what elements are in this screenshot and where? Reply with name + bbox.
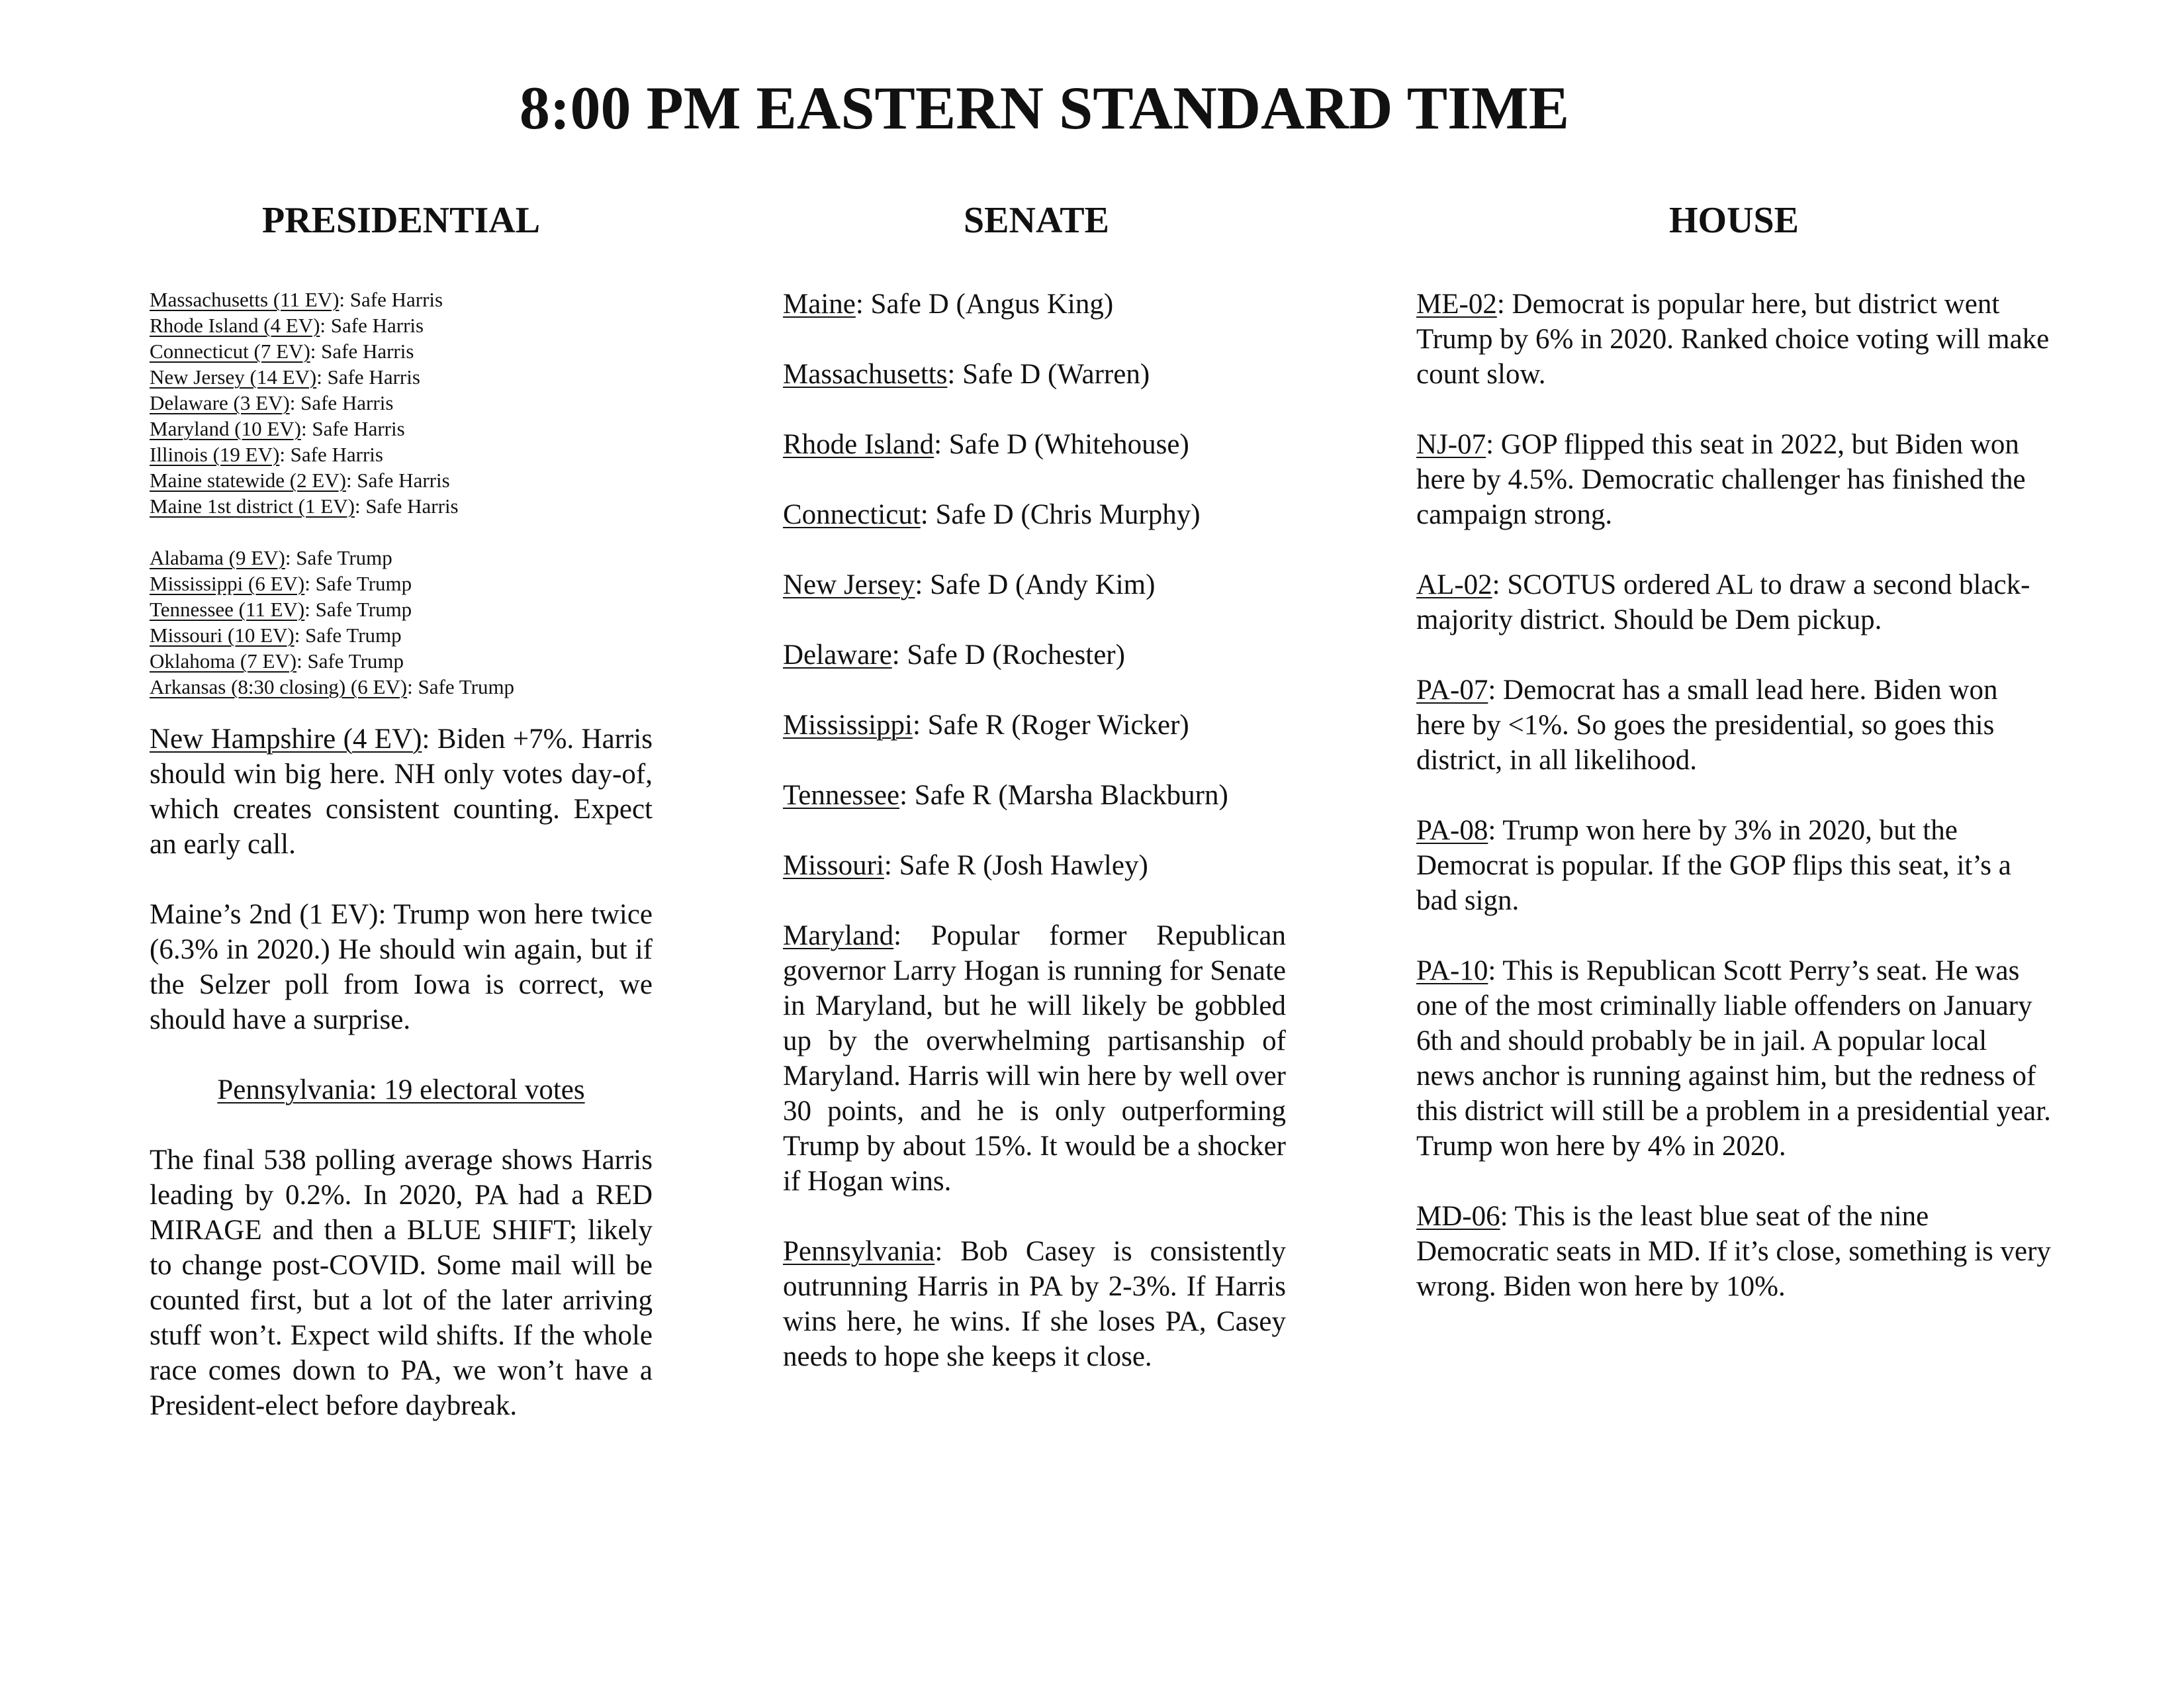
state-name: Arkansas (8:30 closing) (6 EV) [150,675,408,698]
rating: : Safe Harris [289,391,394,414]
senate-race [783,918,1286,1199]
race-text: : Safe D (Chris Murphy) [920,499,1201,530]
state-name: Delaware (3 EV) [150,391,290,414]
race-text: : Democrat has a small lead here. Biden won here by <1%. So goes the presidential, so goes this district, in all likelihood. [1416,675,1998,776]
race-text: : Safe D (Andy Kim) [915,569,1156,600]
race-text: : This is the least blue seat of the nine Democratic seats in MD. If it’s close, something is very wrong. Biden won here by 10%. [1416,1201,2051,1302]
safe-harris-list [150,287,653,519]
house-race [1416,567,2052,637]
list-item [150,416,653,442]
district-name: AL-02 [1416,569,1492,600]
state-name: Connecticut (7 EV) [150,340,310,363]
race-text: : Safe D (Whitehouse) [934,429,1189,460]
senate-race [783,778,1286,813]
rating: : Safe Harris [345,469,450,492]
race-text: : This is Republican Scott Perry’s seat. He was one of the most criminally liable offenders on January 6th and should probably be in jail. A popular local news anchor is running against him, but the redness of this district will still be a problem in a presidential year. Trump won here by 4% in 2020. [1416,955,2051,1162]
paragraph-text: : Biden +7%. Harris should win big here. NH only votes day-of, which creates consistent counting. Expect an early call. [150,724,653,860]
race-text: : Safe R (Marsha Blackburn) [899,780,1228,811]
rating: : Safe Harris [354,494,459,518]
race-text: : SCOTUS ordered AL to draw a second black-majority district. Should be Dem pickup. [1416,569,2030,635]
race-text: : GOP flipped this seat in 2022, but Biden won here by 4.5%. Democratic challenger has finished the campaign strong. [1416,429,2026,530]
list-item [150,312,653,338]
state-name: Alabama (9 EV) [150,546,285,569]
state-name: New Jersey [783,569,915,600]
senate-race [783,427,1286,462]
race-text: : Safe D (Angus King) [855,289,1114,320]
state-name: Missouri (10 EV) [150,624,295,647]
state-name: Rhode Island (4 EV) [150,314,320,337]
state-name: Rhode Island [783,429,934,460]
presidential-heading: PRESIDENTIAL [261,200,541,241]
rating: : Safe Harris [301,417,405,440]
state-name: Massachusetts (11 EV) [150,288,340,311]
pennsylvania-paragraph: The final 538 polling average shows Harris leading by 0.2%. In 2020, PA had a RED MIRAGE and then a BLUE SHIFT; likely to change post-COVID. Some mail will be counted first, but a lot of the later arriving stuff won’t. Expect wild shifts. If the whole race comes down to PA, we won’t have a President-elect before daybreak. [150,1145,653,1421]
rating: : Safe Harris [320,314,424,337]
subheading-text: Pennsylvania: 19 electoral votes [217,1074,585,1105]
rating: : Safe Trump [294,624,402,647]
safe-trump-list [150,545,653,700]
race-text: : Trump won here by 3% in 2020, but the Democrat is popular. If the GOP flips this seat, it’s a bad sign. [1416,815,2011,916]
state-name: Oklahoma (7 EV) [150,649,297,673]
senate-race [783,637,1286,673]
senate-column [783,287,1286,1374]
list-item [150,622,653,648]
state-name: Delaware [783,639,892,671]
rating: : Safe Harris [339,288,443,311]
race-text: : Safe R (Roger Wicker) [912,710,1189,741]
senate-race [783,287,1286,322]
rating: : Safe Harris [279,443,383,466]
district-name: PA-08 [1416,815,1488,846]
state-name: New Hampshire (4 EV) [150,724,422,755]
list-item [150,493,653,519]
district-name: ME-02 [1416,289,1497,320]
race-text: : Popular former Republican governor Larry Hogan is running for Senate in Maryland, but he will likely be gobbled up by the overwhelming partisanship of Maryland. Harris will win here by well over 30 points, and he is only outperforming Trump by about 15%. It would be a shocker if Hogan wins. [783,920,1286,1197]
state-name: Tennessee (11 EV) [150,598,305,621]
district-name: MD-06 [1416,1201,1500,1232]
list-item [150,674,653,700]
state-name: Illinois (19 EV) [150,443,280,466]
state-name: Missouri [783,850,884,881]
new-hampshire-paragraph [150,722,653,862]
house-column [1416,287,2052,1304]
state-name: Maine statewide (2 EV) [150,469,346,492]
house-race [1416,813,2052,918]
district-name: PA-10 [1416,955,1488,986]
list-item [150,338,653,364]
house-race [1416,427,2052,532]
race-text: : Safe R (Josh Hawley) [884,850,1148,881]
presidential-column [150,287,653,1423]
list-item [150,287,653,312]
race-text: : Bob Casey is consistently outrunning Harris in PA by 2-3%. If Harris wins here, he wins. If she loses PA, Casey needs to hope she keeps it close. [783,1236,1286,1372]
house-race [1416,1199,2052,1304]
house-heading: HOUSE [1668,200,1799,241]
senate-race [783,497,1286,532]
list-item [150,390,653,416]
senate-heading: SENATE [964,200,1109,241]
state-name: Maine [783,289,856,320]
race-text: : Safe D (Warren) [947,359,1150,390]
senate-race [783,848,1286,883]
senate-race [783,567,1286,602]
house-race [1416,953,2052,1164]
state-name: Mississippi (6 EV) [150,572,305,595]
list-item [150,545,653,571]
maine-2nd-paragraph: Maine’s 2nd (1 EV): Trump won here twice (6.3% in 2020.) He should win again, but if the Selzer poll from Iowa is correct, we should have a surprise. [150,899,653,1035]
state-name: Tennessee [783,780,900,811]
senate-race [783,1234,1286,1374]
state-name: Pennsylvania [783,1236,935,1267]
district-name: PA-07 [1416,675,1488,706]
state-name: Maryland (10 EV) [150,417,301,440]
pennsylvania-subheading [150,1072,653,1107]
list-item [150,364,653,390]
rating: : Safe Trump [407,675,515,698]
senate-race [783,357,1286,392]
district-name: NJ-07 [1416,429,1486,460]
race-text: : Democrat is popular here, but district went Trump by 6% in 2020. Ranked choice voting will make count slow. [1416,289,2050,390]
list-item [150,442,653,467]
house-race [1416,673,2052,778]
state-name: Maine 1st district (1 EV) [150,494,355,518]
senate-race [783,708,1286,743]
race-text: : Safe D (Rochester) [891,639,1125,671]
list-item [150,467,653,493]
page-title: 8:00 PM EASTERN STANDARD TIME [519,74,1570,142]
state-name: New Jersey (14 EV) [150,365,317,389]
state-name: Mississippi [783,710,913,741]
house-race [1416,287,2052,392]
rating: : Safe Trump [285,546,392,569]
state-name: Connecticut [783,499,921,530]
rating: : Safe Harris [310,340,414,363]
rating: : Safe Trump [304,572,412,595]
rating: : Safe Trump [304,598,412,621]
list-item [150,648,653,674]
state-name: Maryland [783,920,894,951]
list-item [150,571,653,596]
rating: : Safe Trump [296,649,404,673]
rating: : Safe Harris [316,365,420,389]
list-item [150,596,653,622]
state-name: Massachusetts [783,359,948,390]
